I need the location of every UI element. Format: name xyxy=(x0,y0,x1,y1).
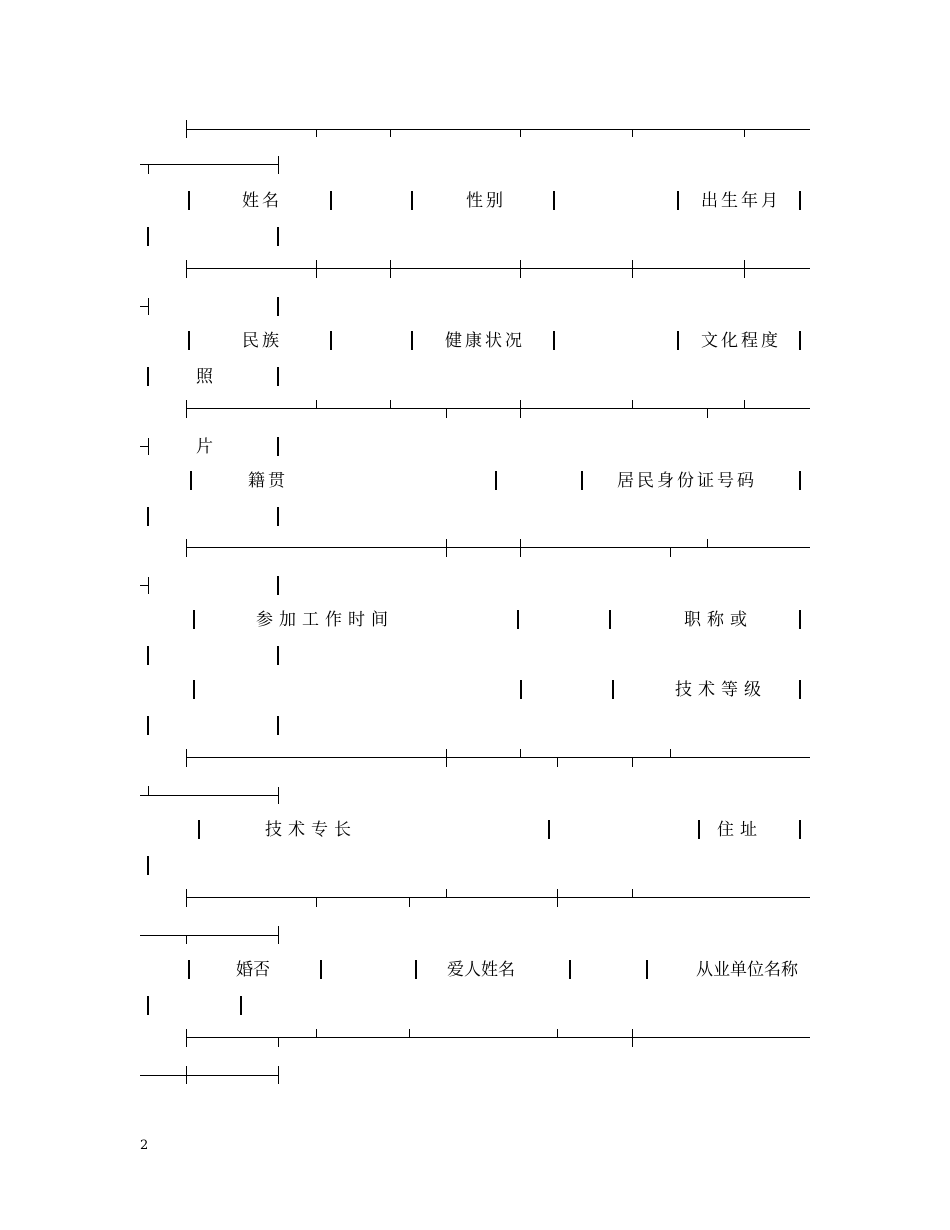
table-rule xyxy=(140,1075,279,1076)
table-tick xyxy=(186,539,187,557)
table-tick xyxy=(744,400,745,409)
table-tick xyxy=(446,749,447,767)
table-tick xyxy=(186,749,187,767)
table-tick xyxy=(520,129,521,137)
cell-border xyxy=(188,191,190,210)
cell-border xyxy=(517,610,519,629)
table-tick xyxy=(632,889,633,898)
label-ethnicity: 民族 xyxy=(242,331,282,351)
cell-border xyxy=(193,610,195,629)
label-gender: 性别 xyxy=(466,191,506,211)
cell-border xyxy=(277,576,279,595)
cell-border xyxy=(411,331,413,350)
label-health: 健康状况 xyxy=(445,331,525,351)
cell-border xyxy=(411,191,413,210)
table-rule xyxy=(186,268,810,269)
cell-border xyxy=(277,227,279,246)
table-tick xyxy=(186,260,187,278)
cell-border xyxy=(277,646,279,665)
label-address: 住址 xyxy=(717,820,763,840)
label-spouse-name: 爱人姓名 xyxy=(447,960,515,980)
table-tick xyxy=(148,438,149,455)
table-tick xyxy=(446,539,447,557)
table-tick xyxy=(278,1066,279,1084)
cell-border xyxy=(320,960,322,979)
table-tick xyxy=(632,129,633,137)
table-rule xyxy=(186,757,810,758)
cell-border xyxy=(581,471,583,490)
table-tick xyxy=(316,260,317,278)
cell-border xyxy=(799,610,801,629)
page-number: 2 xyxy=(140,1138,149,1153)
cell-border xyxy=(277,297,279,316)
cell-border xyxy=(677,191,679,210)
cell-border xyxy=(147,856,149,875)
cell-border xyxy=(520,680,522,699)
cell-border xyxy=(569,960,571,979)
cell-border xyxy=(799,820,801,839)
label-title-line1: 职称或 xyxy=(684,610,753,630)
table-tick xyxy=(557,757,558,767)
label-specialty: 技术专长 xyxy=(265,820,357,840)
table-tick xyxy=(446,408,447,418)
table-tick xyxy=(557,1029,558,1038)
table-tick xyxy=(744,260,745,278)
label-photo-top: 照 xyxy=(196,367,213,387)
table-tick xyxy=(520,539,521,557)
cell-border xyxy=(147,716,149,735)
cell-border xyxy=(799,191,801,210)
table-tick xyxy=(744,129,745,137)
cell-border xyxy=(698,820,700,839)
cell-border xyxy=(147,227,149,246)
table-tick xyxy=(316,129,317,137)
table-tick xyxy=(557,889,558,907)
cell-border xyxy=(277,437,279,456)
table-tick xyxy=(148,164,149,174)
table-tick xyxy=(316,400,317,409)
table-rule xyxy=(186,1037,810,1038)
table-tick xyxy=(278,156,279,174)
table-tick xyxy=(390,260,391,278)
table-tick xyxy=(707,539,708,548)
table-tick xyxy=(632,400,633,409)
cell-border xyxy=(188,960,190,979)
table-tick xyxy=(148,786,149,795)
cell-border xyxy=(799,331,801,350)
table-tick xyxy=(520,749,521,758)
cell-border xyxy=(147,996,149,1015)
label-education: 文化程度 xyxy=(701,331,781,351)
table-tick xyxy=(632,757,633,767)
table-rule xyxy=(140,164,279,165)
table-tick xyxy=(186,1029,187,1047)
table-tick xyxy=(390,129,391,137)
cell-border xyxy=(240,996,242,1015)
cell-border xyxy=(799,471,801,490)
label-title-line2: 技术等级 xyxy=(675,680,767,700)
table-tick xyxy=(670,749,671,758)
label-name: 姓名 xyxy=(242,191,282,211)
cell-border xyxy=(548,820,550,839)
table-rule xyxy=(140,935,279,936)
table-tick xyxy=(186,120,187,138)
label-marital: 婚否 xyxy=(236,960,270,980)
table-rule xyxy=(186,129,810,130)
table-tick xyxy=(148,298,149,315)
table-tick xyxy=(186,935,187,944)
label-employer: 从业单位名称 xyxy=(696,960,798,980)
cell-border xyxy=(190,471,192,490)
cell-border xyxy=(147,367,149,386)
table-tick xyxy=(409,1029,410,1038)
cell-border xyxy=(277,367,279,386)
cell-border xyxy=(677,331,679,350)
table-rule xyxy=(140,795,279,796)
table-tick xyxy=(707,408,708,418)
table-tick xyxy=(148,577,149,594)
table-tick xyxy=(390,400,391,409)
table-tick xyxy=(446,889,447,898)
table-tick xyxy=(316,1029,317,1038)
cell-border xyxy=(612,680,614,699)
table-tick xyxy=(278,1037,279,1047)
cell-border xyxy=(330,331,332,350)
table-rule xyxy=(186,897,810,898)
cell-border xyxy=(609,610,611,629)
cell-border xyxy=(193,680,195,699)
cell-border xyxy=(277,507,279,526)
table-tick xyxy=(670,547,671,557)
table-tick xyxy=(186,1066,187,1084)
cell-border xyxy=(277,716,279,735)
table-tick xyxy=(278,787,279,804)
cell-border xyxy=(198,820,200,839)
cell-border xyxy=(646,960,648,979)
label-work-start: 参加工作时间 xyxy=(256,610,394,630)
table-rule xyxy=(186,408,810,409)
table-tick xyxy=(316,897,317,907)
label-birth: 出生年月 xyxy=(701,191,781,211)
table-rule xyxy=(186,547,810,548)
table-tick xyxy=(186,889,187,907)
cell-border xyxy=(553,331,555,350)
table-tick xyxy=(278,926,279,944)
cell-border xyxy=(495,471,497,490)
table-tick xyxy=(520,260,521,278)
cell-border xyxy=(188,331,190,350)
label-native-place: 籍贯 xyxy=(248,471,288,491)
cell-border xyxy=(147,507,149,526)
cell-border xyxy=(330,191,332,210)
cell-border xyxy=(553,191,555,210)
cell-border xyxy=(799,680,801,699)
table-tick xyxy=(632,1029,633,1047)
table-tick xyxy=(186,400,187,418)
label-id-number: 居民身份证号码 xyxy=(617,471,757,491)
table-tick xyxy=(520,400,521,418)
cell-border xyxy=(415,960,417,979)
table-tick xyxy=(632,260,633,278)
label-photo-bottom: 片 xyxy=(196,437,213,457)
cell-border xyxy=(147,646,149,665)
table-tick xyxy=(409,897,410,907)
